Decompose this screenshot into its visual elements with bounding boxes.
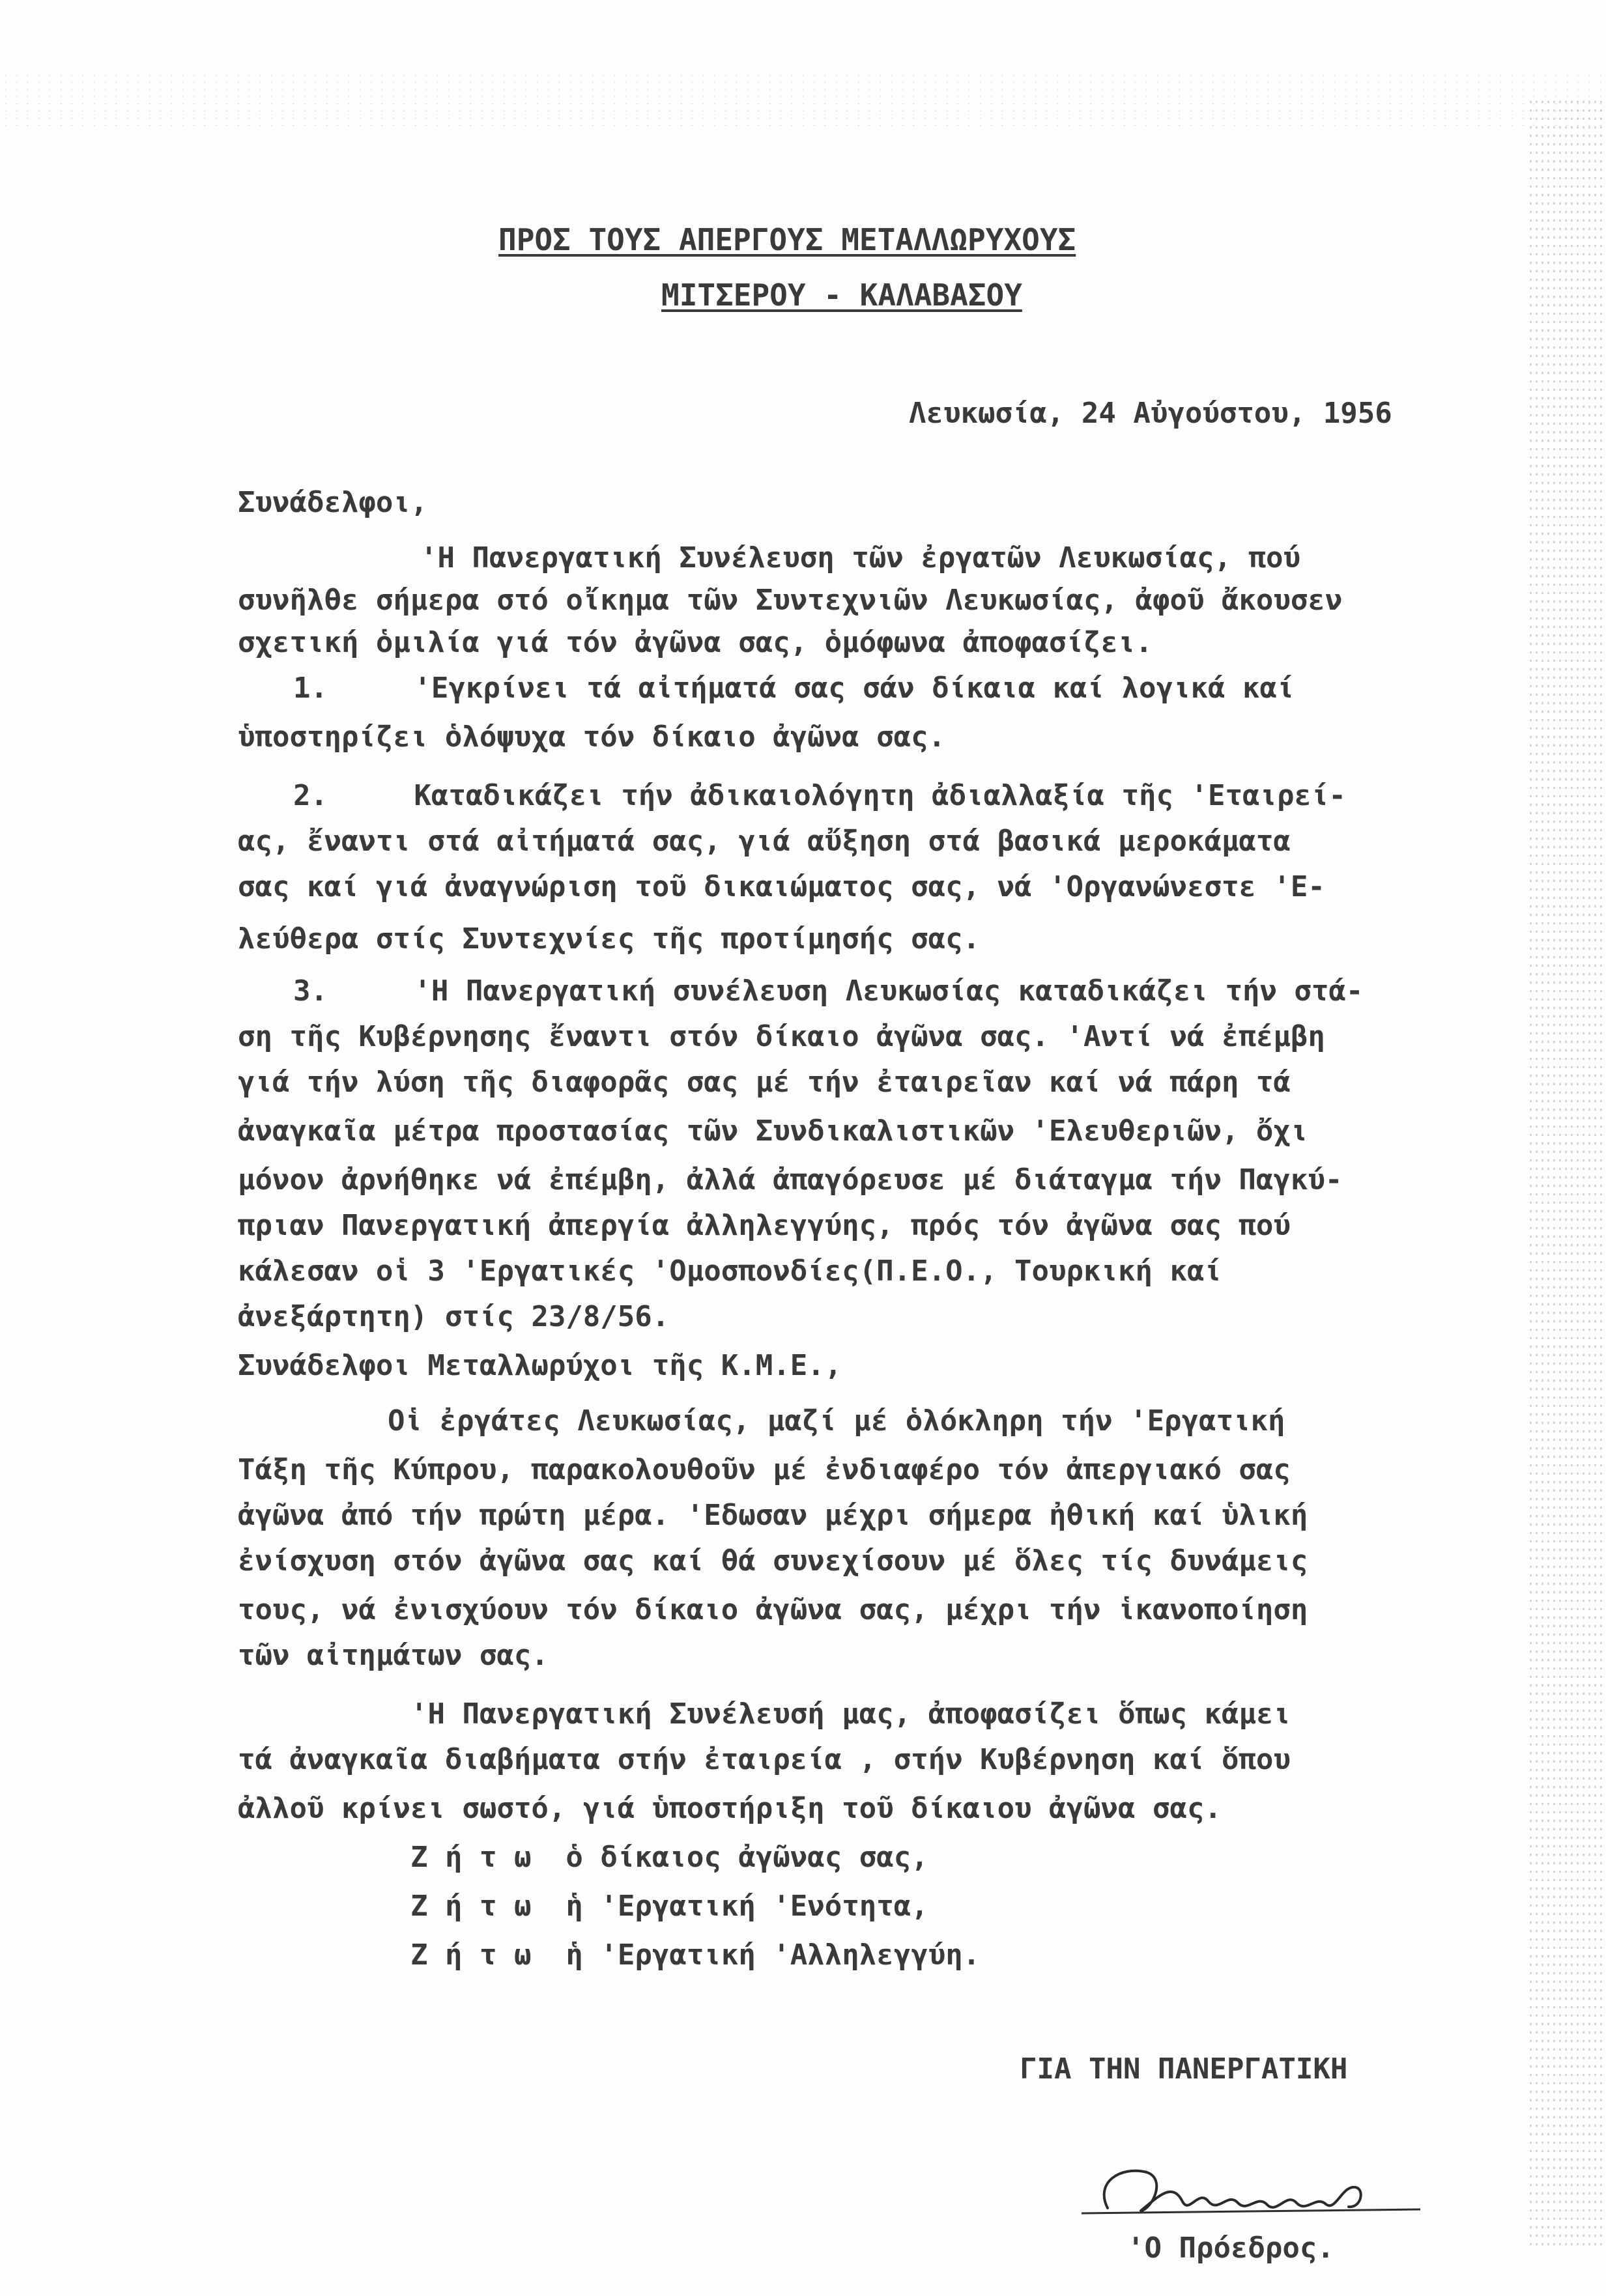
body-line: ἀλλοῦ κρίνει σωστό, γιά ὑποστήριξη τοῦ δίκαιου ἀγῶνα σας. [238, 1792, 1222, 1825]
body-line: Συνάδελφοι Μεταλλωρύχοι τῆς Κ.Μ.Ε., [238, 1349, 842, 1382]
handwritten-signature [1068, 2156, 1433, 2234]
heading-line-1: ΠΡΟΣ ΤΟΥΣ ΑΠΕΡΓΟΥΣ ΜΕΤΑΛΛΩΡΥΧΟΥΣ [498, 222, 1076, 257]
body-line: τους, νά ἐνισχύουν τόν δίκαιο ἀγῶνα σας, μέχρι τήν ἱκανοποίηση [238, 1593, 1308, 1626]
body-line: ἀναγκαῖα μέτρα προστασίας τῶν Συνδικαλιστικῶν 'Ελευθεριῶν, ὄχι [238, 1114, 1308, 1148]
body-line: γιά τήν λύση τῆς διαφορᾶς σας μέ τήν ἐταιρεῖαν καί νά πάρη τά [238, 1066, 1291, 1099]
body-line: 1. 'Εγκρίνει τά αἰτήματά σας σάν δίκαια καί λογικά καί [293, 672, 1295, 705]
heading-line-2: ΜΙΤΣΕΡΟΥ - ΚΑΛΑΒΑΣΟΥ [661, 277, 1022, 313]
body-line: 2. Καταδικάζει τήν ἀδικαιολόγητη ἀδιαλλαξία τῆς 'Εταιρεί- [293, 779, 1346, 812]
body-line: ἐνίσχυση στόν ἀγῶνα σας καί θά συνεχίσουν μέ ὅλες τίς δυνάμεις [238, 1544, 1308, 1578]
body-line: ση τῆς Κυβέρνησης ἔναντι στόν δίκαιο ἀγῶνα σας. 'Αντί νά ἐπέμβη [238, 1020, 1325, 1053]
scan-noise-top [0, 72, 1606, 130]
body-line: ὑποστηρίζει ὁλόψυχα τόν δίκαιο ἀγῶνα σας. [238, 720, 946, 754]
body-line: ἀγῶνα ἀπό τήν πρώτη μέρα. 'Εδωσαν μέχρι σήμερα ἠθική καί ὑλική [238, 1499, 1308, 1532]
body-line: τῶν αἰτημάτων σας. [238, 1639, 549, 1672]
body-line: σχετική ὁμιλία γιά τόν ἀγῶνα σας, ὁμόφωνα ἀποφασίζει. [238, 626, 1153, 659]
body-line: ας, ἔναντι στά αἰτήματά σας, γιά αὔξηση στά βασικά μεροκάματα [238, 825, 1291, 858]
slogan-line: Ζ ή τ ω ἡ 'Εργατική 'Αλληλεγγύη. [410, 1938, 981, 1972]
body-line: ἀνεξάρτητη) στίς 23/8/56. [238, 1300, 670, 1333]
salutation: Συνάδελφοι, [238, 486, 428, 519]
slogan-line: Ζ ή τ ω ἡ 'Εργατική 'Ενότητα, [410, 1890, 928, 1923]
closing-line: ΓΙΑ ΤΗΝ ΠΑΝΕΡΓΑΤΙΚΗ [1020, 2052, 1348, 2086]
body-line: 3. 'Η Πανεργατική συνέλευση Λευκωσίας καταδικάζει τήν στά- [293, 974, 1364, 1008]
body-line: λεύθερα στίς Συντεχνίες τῆς προτίμησής σας. [238, 922, 981, 956]
body-line: Οἱ ἐργάτες Λευκωσίας, μαζί μέ ὁλόκληρη τήν 'Εργατική [388, 1404, 1285, 1438]
body-line: σας καί γιά ἀναγνώριση τοῦ δικαιώματος σας, νά 'Οργανώνεστε 'Ε- [238, 870, 1325, 903]
body-line: συνῆλθε σήμερα στό οἴκημα τῶν Συντεχνιῶν Λευκωσίας, ἀφοῦ ἄκουσεν [238, 584, 1343, 617]
body-line: 'Η Πανεργατική Συνέλευσή μας, ἀποφασίζει ὅπως κάμει [410, 1697, 1291, 1731]
body-line: 'Η Πανεργατική Συνέλευση τῶν ἐργατῶν Λευκωσίας, πού [420, 541, 1301, 574]
signatory-title: 'Ο Πρόεδρος. [1127, 2232, 1334, 2265]
body-line: πριαν Πανεργατική ἀπεργία ἀλληλεγγύης, πρός τόν ἀγῶνα σας πού [238, 1209, 1291, 1242]
slogan-line: Ζ ή τ ω ὁ δίκαιος ἀγῶνας σας, [410, 1841, 928, 1874]
body-line: Τάξη τῆς Κύπρου, παρακολουθοῦν μέ ἐνδιαφέρο τόν ἀπεργιακό σας [238, 1453, 1291, 1486]
letter-date: Λευκωσία, 24 Αὐγούστου, 1956 [909, 397, 1392, 430]
scan-noise-right [1528, 98, 1606, 2247]
body-line: τά ἀναγκαῖα διαβήματα στήν ἐταιρεία , στήν Κυβέρνηση καί ὅπου [238, 1743, 1291, 1776]
body-line: κάλεσαν οἱ 3 'Εργατικές 'Ομοσπονδίες(Π.Ε.Ο., Τουρκική καί [238, 1254, 1222, 1288]
body-line: μόνον ἀρνήθηκε νά ἐπέμβη, ἀλλά ἀπαγόρευσε μέ διάταγμα τήν Παγκύ- [238, 1163, 1343, 1197]
